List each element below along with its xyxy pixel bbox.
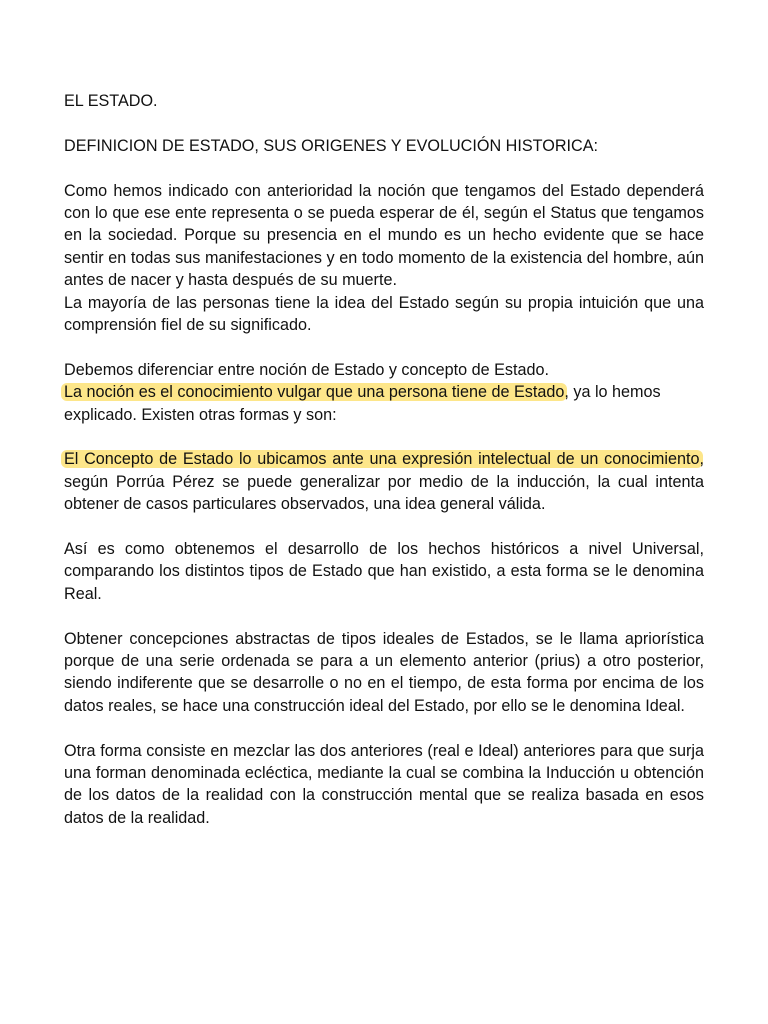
paragraph-concept-rest: , según Porrúa Pérez se puede generalizar por medio de la inducción, la cual intenta obtener de casos particulares observados, una idea general válida. <box>64 450 704 514</box>
spacer <box>64 112 704 134</box>
document-title: EL ESTADO. <box>64 92 158 110</box>
paragraph-notion-rest: , ya lo hemos explicado. Existen otras formas y son: <box>64 383 661 424</box>
paragraph-differentiate: Debemos diferenciar entre noción de Estado y concepto de Estado. <box>64 360 550 379</box>
highlighted-text-concept: El Concepto de Estado lo ubicamos ante una expresión intelectual de un conocimiento <box>61 450 703 468</box>
paragraph-concept <box>64 448 704 515</box>
document-page <box>64 90 704 829</box>
spacer <box>64 516 704 538</box>
paragraph-majority: La mayoría de las personas tiene la idea del Estado según su propia intuición que una comprensión fiel de su significado. <box>64 293 704 335</box>
paragraph-ideal: Obtener concepciones abstractas de tipos ideales de Estados, se le llama apriorística porque de una serie ordenada se para a un elemento anterior (prius) a otro posterior, siendo indiferente que se desarrolle o no en el tiempo, de esta forma por encima de los datos reales, se hace una construcción ideal del Estado, por ello se le denomina Ideal. <box>64 629 704 715</box>
spacer <box>64 605 704 627</box>
spacer <box>64 336 704 358</box>
highlighted-text-notion: La noción es el conocimiento vulgar que una persona tiene de Estado <box>61 383 567 401</box>
spacer <box>64 157 704 179</box>
spacer <box>64 717 704 739</box>
document-subtitle: DEFINICION DE ESTADO, SUS ORIGENES Y EVOLUCIÓN HISTORICA: <box>64 136 598 155</box>
paragraph-intro: Como hemos indicado con anterioridad la noción que tengamos del Estado dependerá con lo que ese ente representa o se pueda esperar de él, según el Status que tengamos en la sociedad. Porque su presencia en el mundo es un hecho evidente que se hace sentir en todas sus manifestaciones y en todo momento de la existencia del hombre, aún antes de nacer y hasta después de su muerte. <box>64 181 704 290</box>
paragraph-eclectic: Otra forma consiste en mezclar las dos anteriores (real e Ideal) anteriores para que surja una forman denominada ecléctica, mediante la cual se combina la Inducción u obtención de los datos de la realidad con la construcción mental que se realiza basada en esos datos de la realidad. <box>64 741 704 827</box>
paragraph-notion <box>64 381 704 426</box>
spacer <box>64 426 704 448</box>
paragraph-real: Así es como obtenemos el desarrollo de los hechos históricos a nivel Universal, comparando los distintos tipos de Estado que han existido, a esta forma se le denomina Real. <box>64 540 704 603</box>
